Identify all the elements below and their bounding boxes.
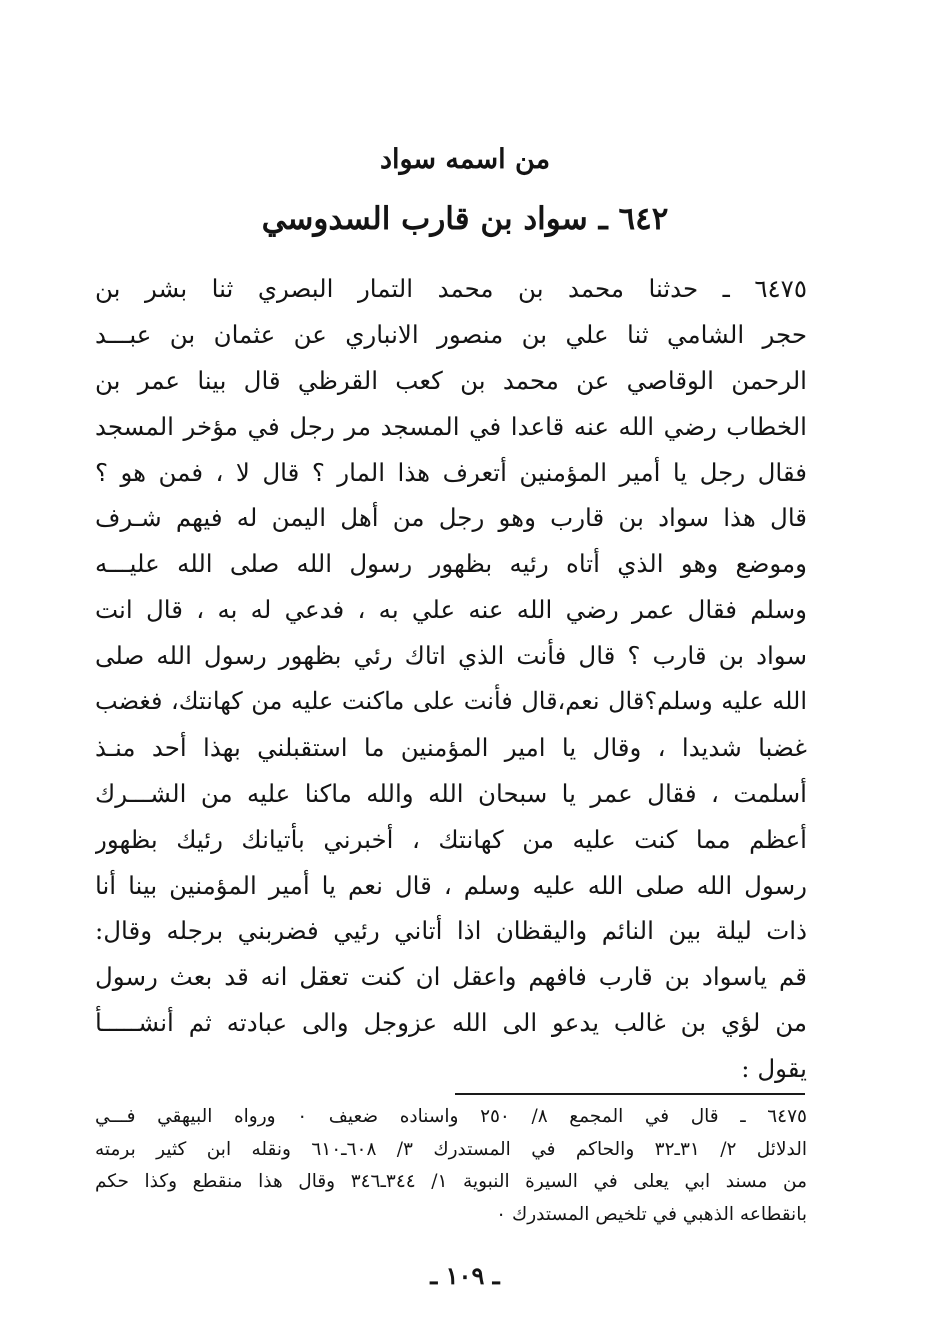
text-line: سواد بن قارب ؟ قال فأنت الذي اتاك رئي بظهور رسول الله صلى bbox=[95, 641, 807, 671]
text-line: ٦٤٧٥ ـ حدثنا محمد بن محمد التمار البصري ثنا بشر بن bbox=[95, 274, 807, 303]
text-line: أعظم مما كنت عليه من كهانتك ، أخبرني بأتيانك رئيك بظهور bbox=[95, 824, 807, 854]
text-line: رسول الله صلى الله عليه وسلم ، قال نعم يا أمير المؤمنين بينا أنا bbox=[95, 870, 807, 900]
footnote-line: من مسند ابي يعلى في السيرة النبوية ١/ ٣٤٤ـ٣٤٦ وقال هذا منقطع وكذا حكم bbox=[95, 1171, 807, 1192]
section-heading: من اسمه سواد bbox=[379, 144, 551, 175]
text-line: حجر الشامي ثنا علي بن منصور الانباري عن عثمان بن عبـــد bbox=[95, 319, 807, 349]
footnote-separator bbox=[455, 1093, 805, 1095]
text-line: ذات ليلة بين النائم واليقظان اذا أتاني رئيي فضربني برجله وقال: bbox=[95, 916, 807, 946]
entry-heading: ٦٤٢ ـ سواد بن قارب السدوسي bbox=[261, 201, 669, 237]
text-line: فقال رجل يا أمير المؤمنين أتعرف هذا المار ؟ قال لا ، فمن هو ؟ bbox=[95, 457, 807, 487]
text-line: الله عليه وسلم؟قال نعم،قال فأنت على ماكنت عليه من كهانتك، فغضب bbox=[95, 687, 807, 716]
text-line: وموضع وهو الذي أتاه رئيه بظهور رسول الله صلى الله عليـــه bbox=[95, 549, 807, 579]
text-line: الخطاب رضي الله عنه قاعدا في المسجد مر رجل في مؤخر المسجد bbox=[95, 411, 807, 441]
text-line: غضبا شديدا ، وقال يا امير المؤمنين ما استقبلني بهذا أحد منـذ bbox=[95, 732, 807, 762]
text-line: وسلم فقال عمر رضي الله عنه علي به ، فدعي له به ، قال انت bbox=[95, 595, 807, 625]
text-line: من لؤي بن غالب يدعو الى الله عزوجل والى عبادته ثم أنشـــــأ bbox=[95, 1008, 807, 1038]
footnote-line: بانقطاعه الذهبي في تلخيص المستدرك ٠ bbox=[496, 1203, 807, 1225]
text-line: يقول : bbox=[741, 1054, 807, 1084]
footnote-line: الدلائل ٢/ ٣١ـ٣٢ والحاكم في المستدرك ٣/ ٦٠٨ـ٦١٠ ونقله ابن كثير برمته bbox=[95, 1138, 807, 1160]
page-number: ـ ١٠٩ ـ bbox=[430, 1261, 500, 1290]
text-line: قال هذا سواد بن قارب وهو رجل من أهل اليمن له فيهم شـرف bbox=[95, 503, 807, 533]
footnote-line: ٦٤٧٥ ـ قال في المجمع ٨/ ٢٥٠ واسناده ضعيف ٠ ورواه البيهقي فـــي bbox=[95, 1106, 807, 1127]
text-line: أسلمت ، فقال عمر يا سبحان الله والله ماكنا عليه من الشـــرك bbox=[95, 778, 807, 808]
text-line: الرحمن الوقاصي عن محمد بن كعب القرظي قال بينا عمر بن bbox=[95, 365, 807, 395]
text-line: قم ياسواد بن قارب فافهم واعقل ان كنت تعقل انه قد بعث رسول bbox=[95, 962, 807, 992]
hadith-text bbox=[95, 266, 807, 1092]
footnotes bbox=[95, 1101, 807, 1231]
